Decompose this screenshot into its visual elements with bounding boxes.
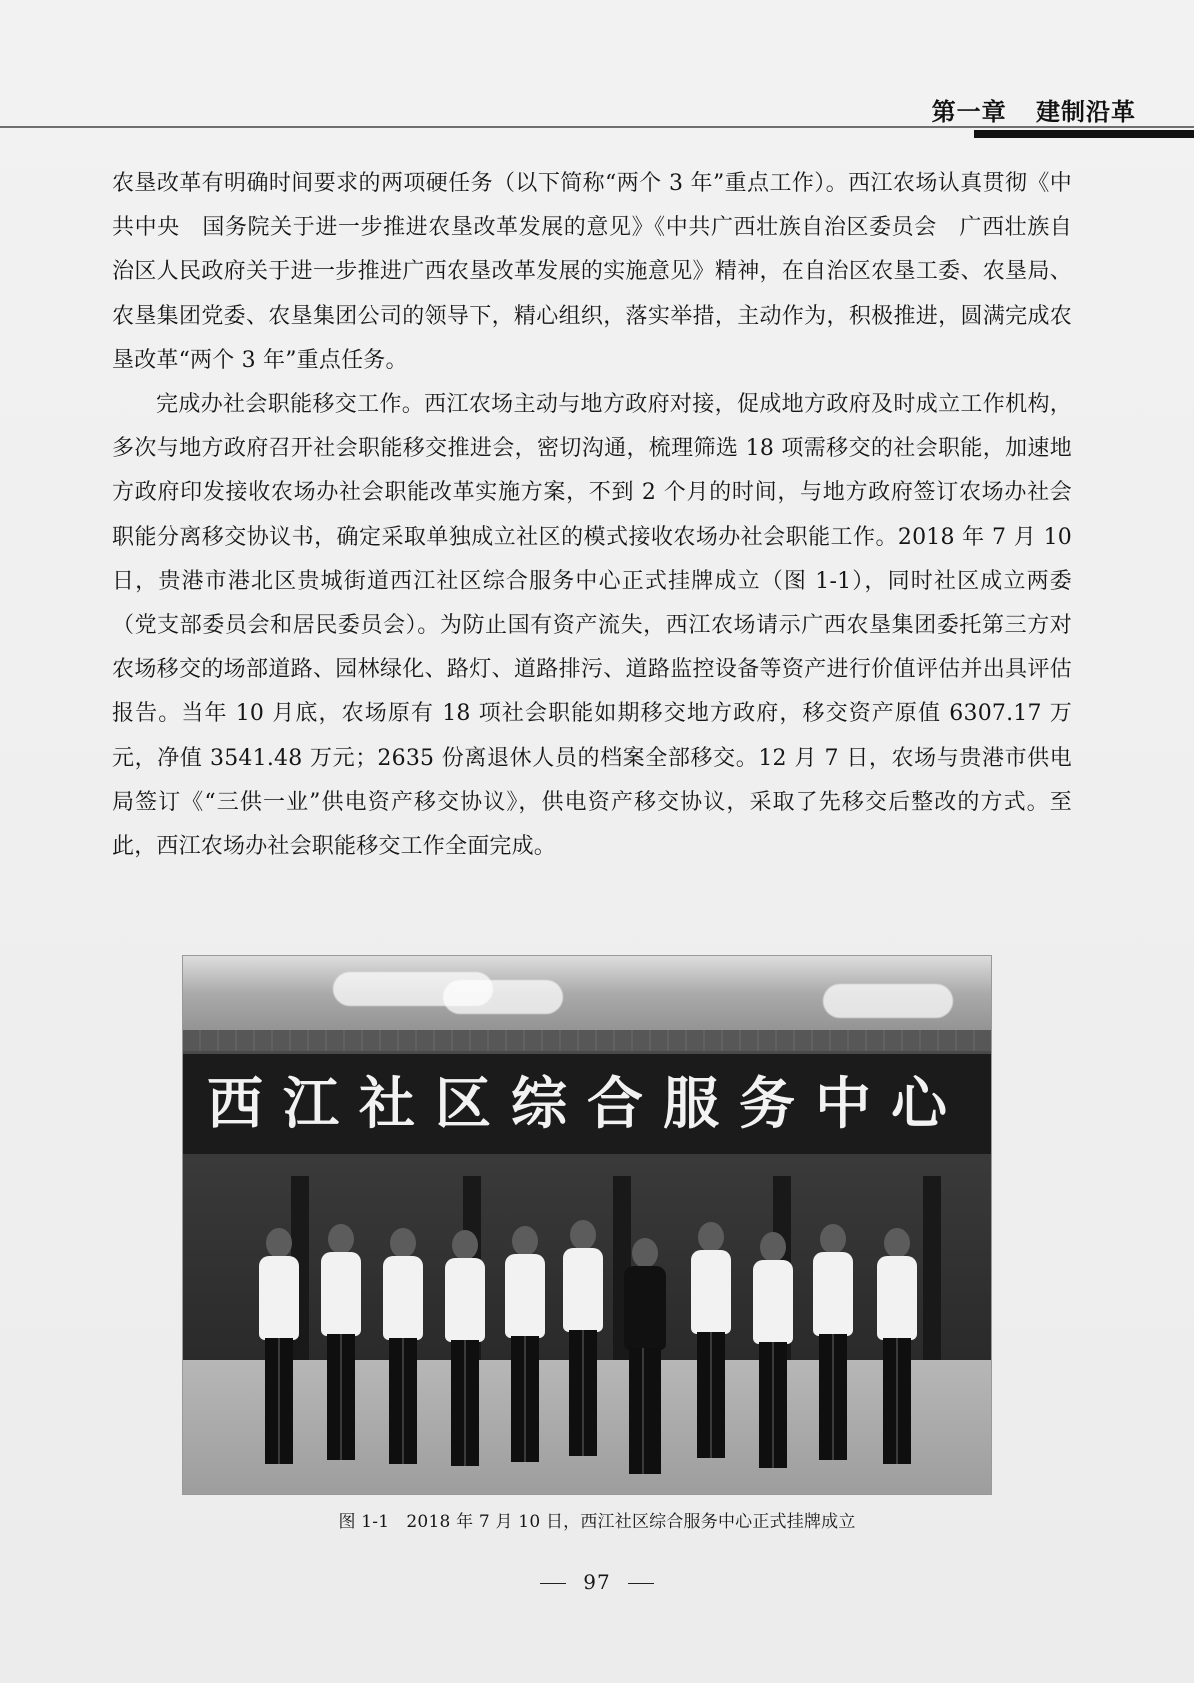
person-head xyxy=(884,1228,910,1258)
person-legs xyxy=(265,1338,293,1464)
page-number-left-dash xyxy=(540,1583,566,1584)
person-head xyxy=(328,1224,354,1254)
person xyxy=(683,1222,739,1472)
person-torso xyxy=(383,1256,423,1340)
community-center-photo xyxy=(182,955,992,1495)
person xyxy=(869,1228,925,1478)
person xyxy=(805,1224,861,1474)
person-head xyxy=(390,1228,416,1258)
person-legs xyxy=(759,1342,787,1468)
person-legs xyxy=(511,1336,539,1462)
paragraph-1: 农垦改革有明确时间要求的两项硬任务（以下简称“两个 3 年”重点工作）。西江农场认真贯彻《中共中央 国务院关于进一步推进农垦改革发展的意见》《中共广西壮族自治区委员会 广西壮族自治区人民政府关于进一步推进广西农垦改革发展的实施意见》精神，在自治区农垦工委、农垦局、农垦集团党委、农垦集团公司的领导下，精心组织，落实举措，主动作为，积极推进，圆满完成农垦改革“两个 3 年”重点任务。 xyxy=(112,171,1072,373)
person-torso xyxy=(691,1250,731,1334)
person-head xyxy=(266,1228,292,1258)
person xyxy=(251,1228,307,1478)
person-legs xyxy=(451,1340,479,1466)
person-legs xyxy=(697,1332,725,1458)
section-label: 建制沿革 xyxy=(1036,98,1136,126)
person-head xyxy=(820,1224,846,1254)
person xyxy=(313,1224,369,1474)
person-legs xyxy=(327,1334,355,1460)
person-torso xyxy=(753,1260,793,1344)
figure-caption: 图 1-1 2018 年 7 月 10 日，西江社区综合服务中心正式挂牌成立 xyxy=(338,1512,856,1532)
header-rule xyxy=(0,126,1194,128)
sign-text: 西江社区综合服务中心 xyxy=(207,1072,967,1137)
person-torso xyxy=(624,1266,666,1350)
person-legs xyxy=(883,1338,911,1464)
person-torso xyxy=(877,1256,917,1340)
page-number xyxy=(0,1570,1194,1594)
person-head xyxy=(698,1222,724,1252)
person-legs xyxy=(819,1334,847,1460)
person-legs xyxy=(389,1338,417,1464)
person-head xyxy=(632,1238,658,1268)
person-torso xyxy=(321,1252,361,1336)
person-legs xyxy=(629,1348,661,1474)
header-accent-bar xyxy=(974,130,1194,138)
person-torso xyxy=(563,1248,603,1332)
person-torso xyxy=(505,1254,545,1338)
page-number-right-dash xyxy=(628,1583,654,1584)
person-torso xyxy=(813,1252,853,1336)
person xyxy=(745,1232,801,1482)
page-number-value: 97 xyxy=(583,1570,611,1594)
person xyxy=(375,1228,431,1478)
person-legs xyxy=(569,1330,597,1456)
person xyxy=(437,1230,493,1480)
page-header xyxy=(0,0,1194,140)
pillar xyxy=(923,1176,941,1366)
header-title xyxy=(932,92,1136,127)
chapter-label: 第一章 xyxy=(931,98,1007,126)
cloud xyxy=(443,980,563,1014)
person-head xyxy=(452,1230,478,1260)
person xyxy=(497,1226,553,1476)
main-text xyxy=(112,162,1072,869)
person xyxy=(555,1220,611,1470)
person-head xyxy=(760,1232,786,1262)
person xyxy=(617,1238,673,1488)
person-head xyxy=(512,1226,538,1256)
person-head xyxy=(570,1220,596,1250)
paragraph-2: 完成办社会职能移交工作。西江农场主动与地方政府对接，促成地方政府及时成立工作机构，多次与地方政府召开社会职能移交推进会，密切沟通，梳理筛选 18 项需移交的社会职能，加速地方政府印发接收农场办社会职能改革实施方案，不到 2 个月的时间，与地方政府签订农场办社会职能分离移交协议书，确定采取单独成立社区的模式接收农场办社会职能工作。2018 年 7 月 10 日，贵港市港北区贵城街道西江社区综合服务中心正式挂牌成立（图 1-1），同时社区成立两委（党支部委员会和居民委员会）。为防止国有资产流失，西江农场请示广西农垦集团委托第三方对农场移交的场部道路、园林绿化、路灯、道路排污、道路监控设备等资产进行价值评估并出具评估报告。当年 10 月底，农场原有 18 项社会职能如期移交地方政府，移交资产原值 6307.17 万元，净值 3541.48 万元；2635 份离退休人员的档案全部移交。12 月 7 日，农场与贵港市供电局签订《“三供一业”供电资产移交协议》，供电资产移交协议，采取了先移交后整改的方式。至此，西江农场办社会职能移交工作全面完成。 xyxy=(112,392,1072,860)
cloud xyxy=(823,984,953,1018)
person-torso xyxy=(259,1256,299,1340)
person-torso xyxy=(445,1258,485,1342)
